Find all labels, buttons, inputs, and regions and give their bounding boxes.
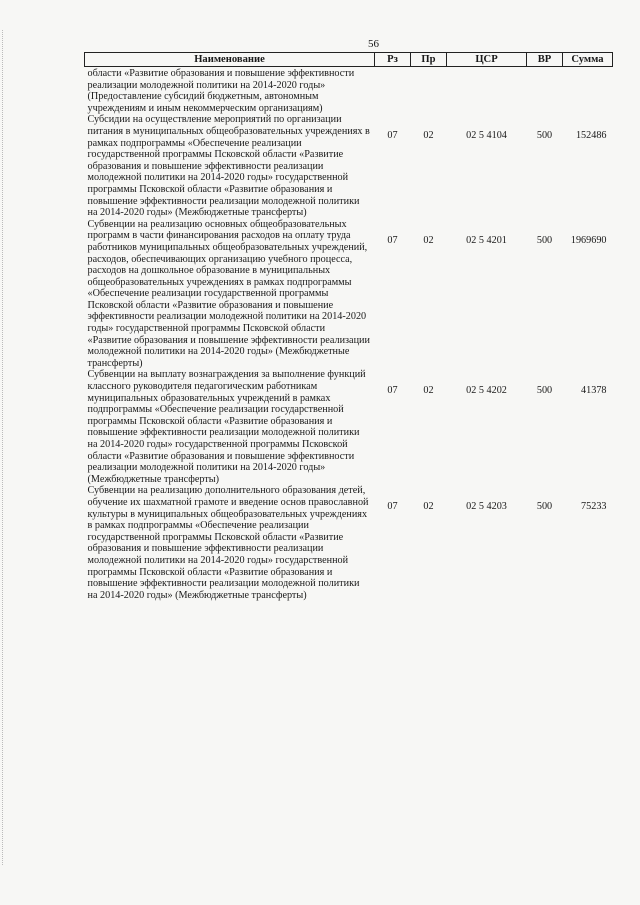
- row-pr: 02: [423, 234, 434, 246]
- row-sum: 152486: [575, 130, 607, 142]
- header-sum: Сумма: [563, 53, 613, 67]
- row-csr: 02 5 4201: [466, 234, 507, 246]
- header-rz: Рз: [375, 53, 411, 67]
- row-name: Субвенции на реализацию основных общеобразовательных программ в части финансирования расходов на оплату труда работников муниципальных общеобразовательных учреждений, расходов, обеспечивающих организацию учебного процесса, расходов на дошкольное образование в муниципальных общеобразовательных учреждениях в рамках подпрограммы «Обеспечение реализации государственной программы Псковской области «Развитие образования и повышение эффективности реализации молодежной политики на 2014-2020 годы» государственной программы Псковской области «Развитие образования и повышение эффективности реализации молодежной политики на 2014-2020 годы» (Межбюджетные трансферты): [87, 218, 370, 369]
- header-pr: Пр: [411, 53, 447, 67]
- continuation-name: области «Развитие образования и повышение эффективности реализации молодежной политики на 2014-2020 годы» (Предоставление субсидий бюджетным, автономным учреждениям и иным некоммерческим организациям): [87, 68, 355, 114]
- page-number: 56: [368, 38, 379, 50]
- row-pr: 02: [423, 501, 434, 513]
- row-pr: 02: [423, 385, 434, 397]
- row-sum: 41378: [581, 385, 607, 397]
- table-row: [85, 485, 613, 601]
- header-vr: ВР: [527, 53, 563, 67]
- row-sum: 1969690: [570, 234, 607, 246]
- row-sum: 75233: [581, 501, 607, 513]
- row-rz: 07: [387, 234, 398, 246]
- row-vr: 500: [536, 130, 553, 142]
- budget-table: [84, 52, 613, 601]
- row-rz: 07: [387, 130, 398, 142]
- row-csr: 02 5 4104: [466, 130, 507, 142]
- row-csr: 02 5 4202: [466, 385, 507, 397]
- table-row: [85, 219, 613, 370]
- table-row: [85, 369, 613, 485]
- row-name: Субвенции на реализацию дополнительного образования детей, обучение их шахматной грамоте и введение основ православной культуры в муниципальных общеобразовательных учреждениях в рамках подпрограммы «Обеспечение реализации государственной программы Псковской области «Развитие образования и повышение эффективности реализации молодежной политики на 2014-2020 годы» государственной программы Псковской области «Развитие образования и повышение эффективности реализации молодежной политики на 2014-2020 годы» (Межбюджетные трансферты): [87, 485, 369, 601]
- row-pr: 02: [423, 130, 434, 142]
- scan-margin-line: [2, 30, 3, 865]
- header-name: Наименование: [85, 53, 375, 67]
- row-name: Субсидии на осуществление мероприятий по организации питания в муниципальных общеобразовательных учреждениях в рамках подпрограммы «Обеспечение реализации государственной программы Псковской области «Развитие образования и повышение эффективности реализации молодежной политики на 2014-2020 годы» государственной программы Псковской области «Развитие образования и повышение эффективности реализации молодежной политики на 2014-2020 годы» (Межбюджетные трансферты): [87, 114, 370, 219]
- row-rz: 07: [387, 501, 398, 513]
- table-header-row: [85, 53, 613, 67]
- row-vr: 500: [536, 385, 553, 397]
- header-csr: ЦСР: [447, 53, 527, 67]
- table-row: [85, 114, 613, 218]
- table-row-continuation: [85, 67, 613, 115]
- row-vr: 500: [536, 234, 553, 246]
- row-vr: 500: [536, 501, 553, 513]
- row-rz: 07: [387, 385, 398, 397]
- row-csr: 02 5 4203: [466, 501, 507, 513]
- row-name: Субвенции на выплату вознаграждения за выполнение функций классного руководителя педагогическим работникам муниципальных образовательных учреждений в рамках подпрограммы «Обеспечение реализации государственной программы Псковской области «Развитие образования и повышение эффективности реализации молодежной политики на 2014-2020 годы» государственной программы Псковской области «Развитие образования и повышение эффективности реализации молодежной политики на 2014-2020 годы» (Межбюджетные трансферты): [87, 369, 366, 485]
